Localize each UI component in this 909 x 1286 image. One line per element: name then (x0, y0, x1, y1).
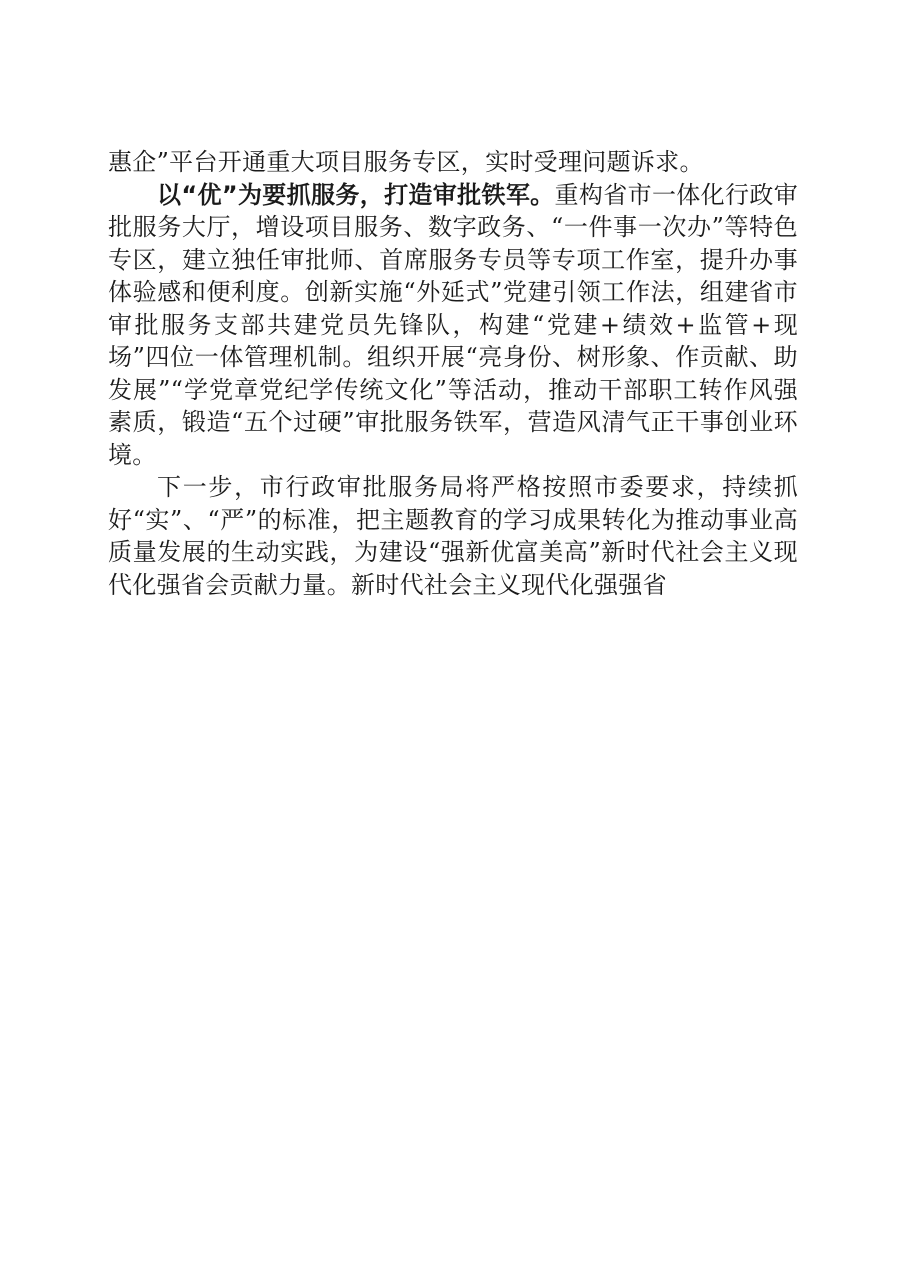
paragraph-heading: 以“优”为要抓服务，打造审批铁军。 (157, 180, 555, 209)
paragraph-continuation: 惠企”平台开通重大项目服务专区，实时受理问题诉求。 (108, 148, 704, 176)
document-body (108, 146, 798, 601)
paragraph-next-step: 下一步，市行政审批服务局将严格按照市委要求，持续抓好“实”、“严”的标准，把主题教育的学习成果转化为推动事业高质量发展的生动实践，为建设“强新优富美高”新时代社会主义现代化强省会贡献力量。新时代社会主义现代化强强省 (108, 473, 798, 599)
paragraph-service (108, 179, 798, 472)
paragraph-body: 重构省市一体化行政审批服务大厅，增设项目服务、数字政务、“一件事一次办”等特色专区，建立独任审批师、首席服务专员等专项工作室，提升办事体验感和便利度。创新实施“外延式”党建引领工作法，组建省市审批服务支部共建党员先锋队，构建“党建+绩效+监管+现场”四位一体管理机制。组织开展“亮身份、树形象、作贡献、助发展”“学党章党纪学传统文化”等活动，推动干部职工转作风强素质，锻造“五个过硬”审批服务铁军，营造风清气正干事创业环境。 (108, 180, 798, 469)
